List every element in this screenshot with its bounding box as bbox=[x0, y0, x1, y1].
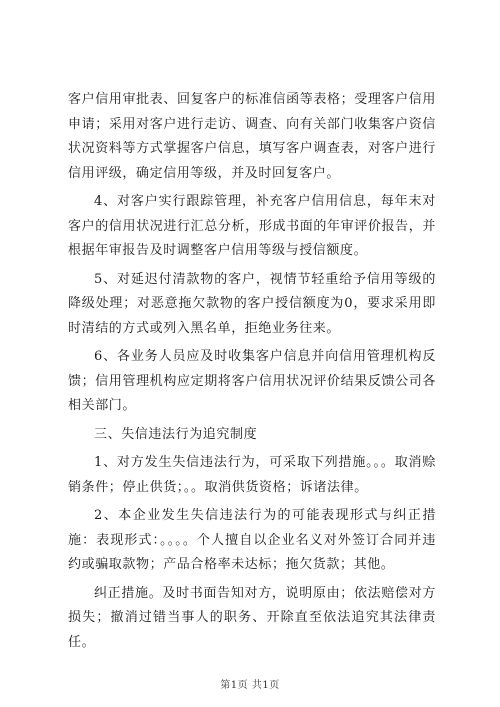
paragraph-item-1: 1、对方发生失信违法行为，可采取下列措施。。。取消赊销条件；停止供货；。。取消供货资格；诉诸法律。 bbox=[68, 455, 436, 495]
paragraph-item-4: 4、对客户实行跟踪管理，补充客户信用信息，每年末对客户的信用状况进行汇总分析，形成书面的年审评价报告，并根据年审报告及时调整客户信用等级与授信额度。 bbox=[68, 194, 436, 258]
paragraph-item-2: 2、本企业发生失信违法行为的可能表现形式与纠正措施：表现形式：。。。。个人擅自以企业名义对外签订合同并违约或骗取款物；产品合格率未达标；拖欠货款；其他。 bbox=[68, 508, 436, 572]
page-number-footer: 第1页 共1页 bbox=[220, 680, 280, 691]
paragraph-continuation: 客户信用审批表、回复客户的标准信函等表格；受理客户信用申请；采用对客户进行走访、调查、向有关部门收集客户资信状况资料等方式掌握客户信息，填写客户调查表，对客户进行信用评级，确定信用等级，并及时回复客户。 bbox=[68, 92, 436, 181]
paragraph-item-6: 6、各业务人员应及时收集客户信息并向信用管理机构反馈；信用管理机构应定期将客户信用状况评价结果反馈公司各相关部门。 bbox=[68, 349, 436, 413]
paragraph-corrective-measures: 纠正措施。及时书面告知对方，说明原由；依法赔偿对方损失；撤消过错当事人的职务、开除直至依法追究其法律责任。 bbox=[68, 585, 436, 650]
document-body bbox=[68, 88, 436, 659]
section-heading: 三、失信违法行为追究制度 bbox=[94, 426, 258, 442]
paragraph-item-5: 5、对延迟付清款物的客户，视情节轻重给予信用等级的降级处理；对恶意拖欠款物的客户授信额度为0，要求采用即时清结的方式或列入黑名单，拒绝业务往来。 bbox=[68, 271, 436, 336]
